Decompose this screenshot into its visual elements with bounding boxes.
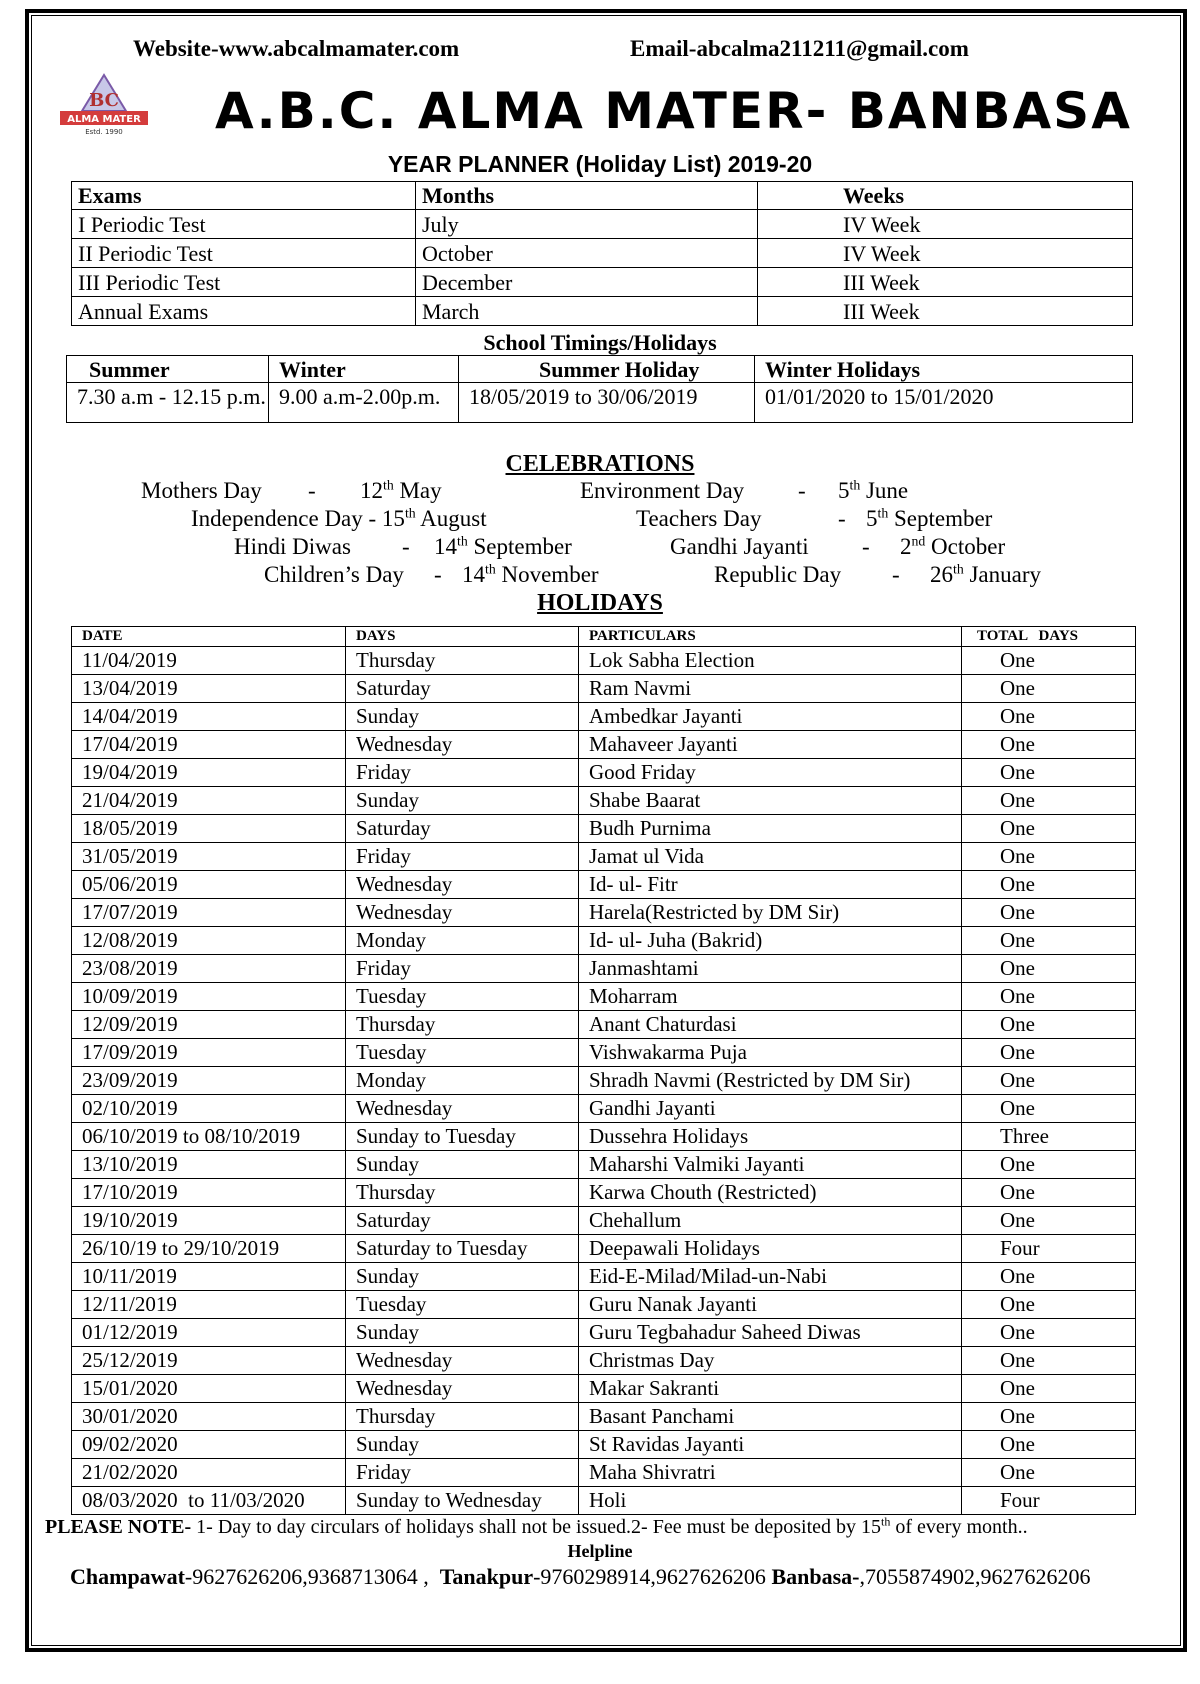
holiday-particulars: Maha Shivratri [579,1459,962,1487]
exam-name: I Periodic Test [72,210,416,239]
holiday-row [72,983,1136,1011]
holiday-date: 09/02/2020 [72,1431,346,1459]
celebration-gandhi-jayanti-date: 2nd October [900,533,1006,559]
email-link[interactable]: Email-abcalma211211@gmail.com [630,36,969,61]
holiday-days: Monday [346,927,579,955]
holiday-date: 14/04/2019 [72,703,346,731]
holiday-row [72,731,1136,759]
timings-title: School Timings/Holidays [483,330,717,355]
holiday-row [72,1067,1136,1095]
holiday-particulars: Id- ul- Fitr [579,871,962,899]
holiday-particulars: Eid-E-Milad/Milad-un-Nabi [579,1263,962,1291]
holiday-total-days: One [962,927,1136,955]
exam-month: July [416,210,758,239]
timings-col-winter: Winter [269,356,459,383]
holiday-days: Sunday [346,1151,579,1179]
logo-band-text: ALMA MATER [67,114,141,125]
contact-banbasa-label: Banbasa- [771,1564,860,1589]
holiday-date: 13/10/2019 [72,1151,346,1179]
holiday-date: 17/07/2019 [72,899,346,927]
holiday-total-days: One [962,1319,1136,1347]
holiday-total-days: One [962,1179,1136,1207]
holiday-particulars: Shradh Navmi (Restricted by DM Sir) [579,1067,962,1095]
holiday-date: 17/10/2019 [72,1179,346,1207]
holiday-row [72,1039,1136,1067]
holiday-date: 12/09/2019 [72,1011,346,1039]
holiday-total-days: One [962,1459,1136,1487]
holiday-total-days: One [962,1039,1136,1067]
holiday-date: 12/11/2019 [72,1291,346,1319]
holiday-particulars: Mahaveer Jayanti [579,731,962,759]
holiday-particulars: Basant Panchami [579,1403,962,1431]
holiday-particulars: Gandhi Jayanti [579,1095,962,1123]
holiday-days: Wednesday [346,731,579,759]
holiday-row [72,1207,1136,1235]
celebration-environment-day-name: Environment Day [580,478,745,503]
holidays-col-days: DAYS [346,627,579,647]
holiday-particulars: St Ravidas Jayanti [579,1431,962,1459]
holiday-days: Wednesday [346,871,579,899]
exam-week: III Week [758,297,1133,326]
holiday-row [72,899,1136,927]
celebrations-title: CELEBRATIONS [505,451,695,477]
timings-winter-value: 9.00 a.m-2.00p.m. [269,383,459,423]
holiday-total-days: One [962,1375,1136,1403]
holiday-days: Friday [346,759,579,787]
holiday-total-days: Three [962,1123,1136,1151]
holiday-days: Friday [346,843,579,871]
holiday-total-days: One [962,815,1136,843]
exams-header-row [72,182,1133,210]
holiday-date: 06/10/2019 to 08/10/2019 [72,1123,346,1151]
holiday-total-days: Four [962,1235,1136,1263]
holiday-date: 25/12/2019 [72,1347,346,1375]
holiday-total-days: One [962,955,1136,983]
holiday-particulars: Dussehra Holidays [579,1123,962,1151]
celebration-dash: - [892,562,900,587]
holiday-row [72,1095,1136,1123]
holiday-total-days: One [962,1291,1136,1319]
holiday-days: Saturday to Tuesday [346,1235,579,1263]
holiday-particulars: Maharshi Valmiki Jayanti [579,1151,962,1179]
timings-header-row [67,356,1133,383]
holiday-row [72,1459,1136,1487]
holiday-total-days: One [962,1095,1136,1123]
holiday-particulars: Shabe Baarat [579,787,962,815]
holiday-particulars: Karwa Chouth (Restricted) [579,1179,962,1207]
exams-col-months: Months [416,182,758,210]
holidays-col-total-days: TOTAL DAYS [962,627,1136,647]
celebration-republic-day-date: 26th January [930,561,1042,587]
exams-col-exams: Exams [72,182,416,210]
holiday-particulars: Janmashtami [579,955,962,983]
holiday-days: Sunday to Tuesday [346,1123,579,1151]
exam-row [72,268,1133,297]
holiday-total-days: One [962,1431,1136,1459]
exam-name: III Periodic Test [72,268,416,297]
celebration-republic-day-name: Republic Day [714,562,842,587]
holiday-particulars: Vishwakarma Puja [579,1039,962,1067]
holiday-date: 05/06/2019 [72,871,346,899]
contact-champawat-label: Champawat [70,1564,185,1589]
holiday-particulars: Jamat ul Vida [579,843,962,871]
holiday-date: 23/09/2019 [72,1067,346,1095]
exam-row [72,239,1133,268]
holiday-days: Saturday [346,815,579,843]
exam-month: December [416,268,758,297]
holiday-particulars: Budh Purnima [579,815,962,843]
holiday-days: Sunday to Wednesday [346,1487,579,1515]
celebration-environment-day-date: 5th June [838,477,909,503]
celebration-mothers-day-date: 12th May [360,477,442,503]
holiday-particulars: Moharram [579,983,962,1011]
holiday-date: 15/01/2020 [72,1375,346,1403]
helpline-label: Helpline [567,1541,633,1561]
holiday-row [72,1123,1136,1151]
celebration-hindi-diwas-date: 14th September [434,533,572,559]
holiday-date: 31/05/2019 [72,843,346,871]
holiday-row [72,927,1136,955]
planner-title: YEAR PLANNER (Holiday List) 2019-20 [387,151,813,177]
exam-name: II Periodic Test [72,239,416,268]
holiday-particulars: Lok Sabha Election [579,647,962,675]
holiday-particulars: Good Friday [579,759,962,787]
holiday-date: 17/04/2019 [72,731,346,759]
holiday-date: 19/10/2019 [72,1207,346,1235]
holiday-row [72,815,1136,843]
logo-initials: BC [89,90,119,111]
holiday-date: 21/04/2019 [72,787,346,815]
celebration-dash: - [402,534,410,559]
holidays-header-row [72,627,1136,647]
holiday-particulars: Holi [579,1487,962,1515]
holiday-days: Saturday [346,1207,579,1235]
celebration-dash: - [434,562,442,587]
contact-tanakpur-numbers[interactable]: -9760298914,9627626206 [533,1564,772,1589]
holiday-particulars: Makar Sakranti [579,1375,962,1403]
school-name: A.B.C. ALMA MATER- BANBASA [215,82,1132,140]
holiday-date: 17/09/2019 [72,1039,346,1067]
holiday-total-days: One [962,983,1136,1011]
holiday-row [72,843,1136,871]
exam-month: March [416,297,758,326]
holiday-days: Thursday [346,647,579,675]
holiday-total-days: One [962,871,1136,899]
holiday-days: Sunday [346,787,579,815]
holiday-days: Friday [346,955,579,983]
contact-champawat-numbers[interactable]: -9627626206,9368713064 , [184,1564,440,1589]
holiday-row [72,1347,1136,1375]
holiday-days: Wednesday [346,1347,579,1375]
holiday-date: 01/12/2019 [72,1319,346,1347]
holiday-date: 08/03/2020 to 11/03/2020 [72,1487,346,1515]
holiday-date: 30/01/2020 [72,1403,346,1431]
exam-row [72,210,1133,239]
holiday-days: Tuesday [346,1039,579,1067]
celebration-mothers-day-name: Mothers Day [141,478,262,503]
holiday-total-days: One [962,787,1136,815]
holiday-total-days: One [962,1067,1136,1095]
holiday-row [72,675,1136,703]
holiday-days: Tuesday [346,1291,579,1319]
exam-week: IV Week [758,239,1133,268]
exams-table [71,181,1133,326]
celebration-teachers-day-date: 5th September [866,505,993,531]
holiday-days: Sunday [346,1263,579,1291]
holiday-row [72,1319,1136,1347]
holiday-row [72,1403,1136,1431]
holiday-date: 18/05/2019 [72,815,346,843]
holiday-days: Thursday [346,1011,579,1039]
holiday-total-days: One [962,731,1136,759]
celebration-dash: - [798,478,806,503]
celebration-dash: - [838,506,846,531]
holiday-total-days: One [962,899,1136,927]
timings-winter-holidays-value: 01/01/2020 to 15/01/2020 [755,383,1133,423]
holiday-total-days: One [962,1207,1136,1235]
holiday-row [72,787,1136,815]
holiday-date: 12/08/2019 [72,927,346,955]
website-link[interactable]: Website-www.abcalmamater.com [133,36,460,61]
holiday-date: 23/08/2019 [72,955,346,983]
holiday-row [72,1011,1136,1039]
holidays-title: HOLIDAYS [537,590,663,616]
holiday-row [72,1291,1136,1319]
holiday-total-days: One [962,843,1136,871]
holiday-row [72,703,1136,731]
celebration-independence-day: Independence Day - 15th August [191,505,487,531]
timings-col-summer: Summer [67,356,269,383]
holiday-days: Monday [346,1067,579,1095]
celebration-teachers-day-name: Teachers Day [636,506,762,531]
holiday-total-days: One [962,1011,1136,1039]
holiday-days: Wednesday [346,899,579,927]
holiday-days: Tuesday [346,983,579,1011]
helpline-contacts [70,1564,1090,1590]
holiday-row [72,1151,1136,1179]
contact-tanakpur-label: Tanakpur [439,1564,534,1589]
timings-values-row [67,383,1133,423]
holiday-particulars: Guru Tegbahadur Saheed Diwas [579,1319,962,1347]
exam-name: Annual Exams [72,297,416,326]
contact-banbasa-numbers[interactable]: ,7055874902,9627626206 [859,1564,1091,1589]
holiday-row [72,647,1136,675]
holiday-date: 13/04/2019 [72,675,346,703]
holiday-date: 10/09/2019 [72,983,346,1011]
timings-summer-holiday-value: 18/05/2019 to 30/06/2019 [459,383,755,423]
holidays-col-date: DATE [72,627,346,647]
holiday-date: 19/04/2019 [72,759,346,787]
holidays-table [71,626,1136,1515]
holiday-days: Friday [346,1459,579,1487]
holiday-total-days: One [962,703,1136,731]
holiday-days: Thursday [346,1179,579,1207]
holiday-date: 02/10/2019 [72,1095,346,1123]
holiday-total-days: One [962,675,1136,703]
celebration-dash: - [862,534,870,559]
holiday-row [72,1431,1136,1459]
holiday-total-days: One [962,1347,1136,1375]
holiday-row [72,1179,1136,1207]
logo-estd-text: Estd. 1990 [85,128,123,136]
holiday-total-days: One [962,1403,1136,1431]
holiday-row [72,759,1136,787]
timings-col-winter-holidays: Winter Holidays [755,356,1133,383]
holiday-days: Sunday [346,1319,579,1347]
holiday-row [72,1375,1136,1403]
holiday-total-days: Four [962,1487,1136,1515]
please-note: PLEASE NOTE- 1- Day to day circulars of holidays shall not be issued.2- Fee must be deposited by 15th of every month.. [45,1514,1028,1538]
holiday-particulars: Id- ul- Juha (Bakrid) [579,927,962,955]
holiday-date: 26/10/19 to 29/10/2019 [72,1235,346,1263]
celebration-gandhi-jayanti-name: Gandhi Jayanti [670,534,809,559]
holiday-particulars: Christmas Day [579,1347,962,1375]
holiday-row [72,1487,1136,1515]
exam-month: October [416,239,758,268]
holiday-total-days: One [962,1263,1136,1291]
holiday-days: Saturday [346,675,579,703]
holiday-date: 10/11/2019 [72,1263,346,1291]
holiday-row [72,871,1136,899]
holiday-particulars: Ram Navmi [579,675,962,703]
timings-summer-value: 7.30 a.m - 12.15 p.m. [67,383,269,423]
holiday-days: Sunday [346,1431,579,1459]
timings-col-summer-holiday: Summer Holiday [459,356,755,383]
holiday-row [72,955,1136,983]
exam-week: III Week [758,268,1133,297]
celebration-childrens-day-name: Children’s Day [264,562,404,587]
holiday-total-days: One [962,1151,1136,1179]
holiday-particulars: Guru Nanak Jayanti [579,1291,962,1319]
timings-table [66,355,1133,423]
holiday-particulars: Anant Chaturdasi [579,1011,962,1039]
holidays-col-particulars: PARTICULARS [579,627,962,647]
holiday-date: 21/02/2020 [72,1459,346,1487]
holiday-total-days: One [962,759,1136,787]
holiday-date: 11/04/2019 [72,647,346,675]
holiday-days: Wednesday [346,1095,579,1123]
holiday-days: Sunday [346,703,579,731]
holiday-row [72,1263,1136,1291]
holiday-days: Wednesday [346,1375,579,1403]
exam-row [72,297,1133,326]
holiday-particulars: Ambedkar Jayanti [579,703,962,731]
holiday-particulars: Chehallum [579,1207,962,1235]
exam-week: IV Week [758,210,1133,239]
holiday-row [72,1235,1136,1263]
holiday-total-days: One [962,647,1136,675]
school-logo [58,73,150,139]
holiday-particulars: Harela(Restricted by DM Sir) [579,899,962,927]
holiday-days: Thursday [346,1403,579,1431]
celebration-childrens-day-date: 14th November [462,561,599,587]
exams-col-weeks: Weeks [758,182,1133,210]
celebration-dash: - [308,478,316,503]
celebration-hindi-diwas-name: Hindi Diwas [234,534,351,559]
holiday-particulars: Deepawali Holidays [579,1235,962,1263]
